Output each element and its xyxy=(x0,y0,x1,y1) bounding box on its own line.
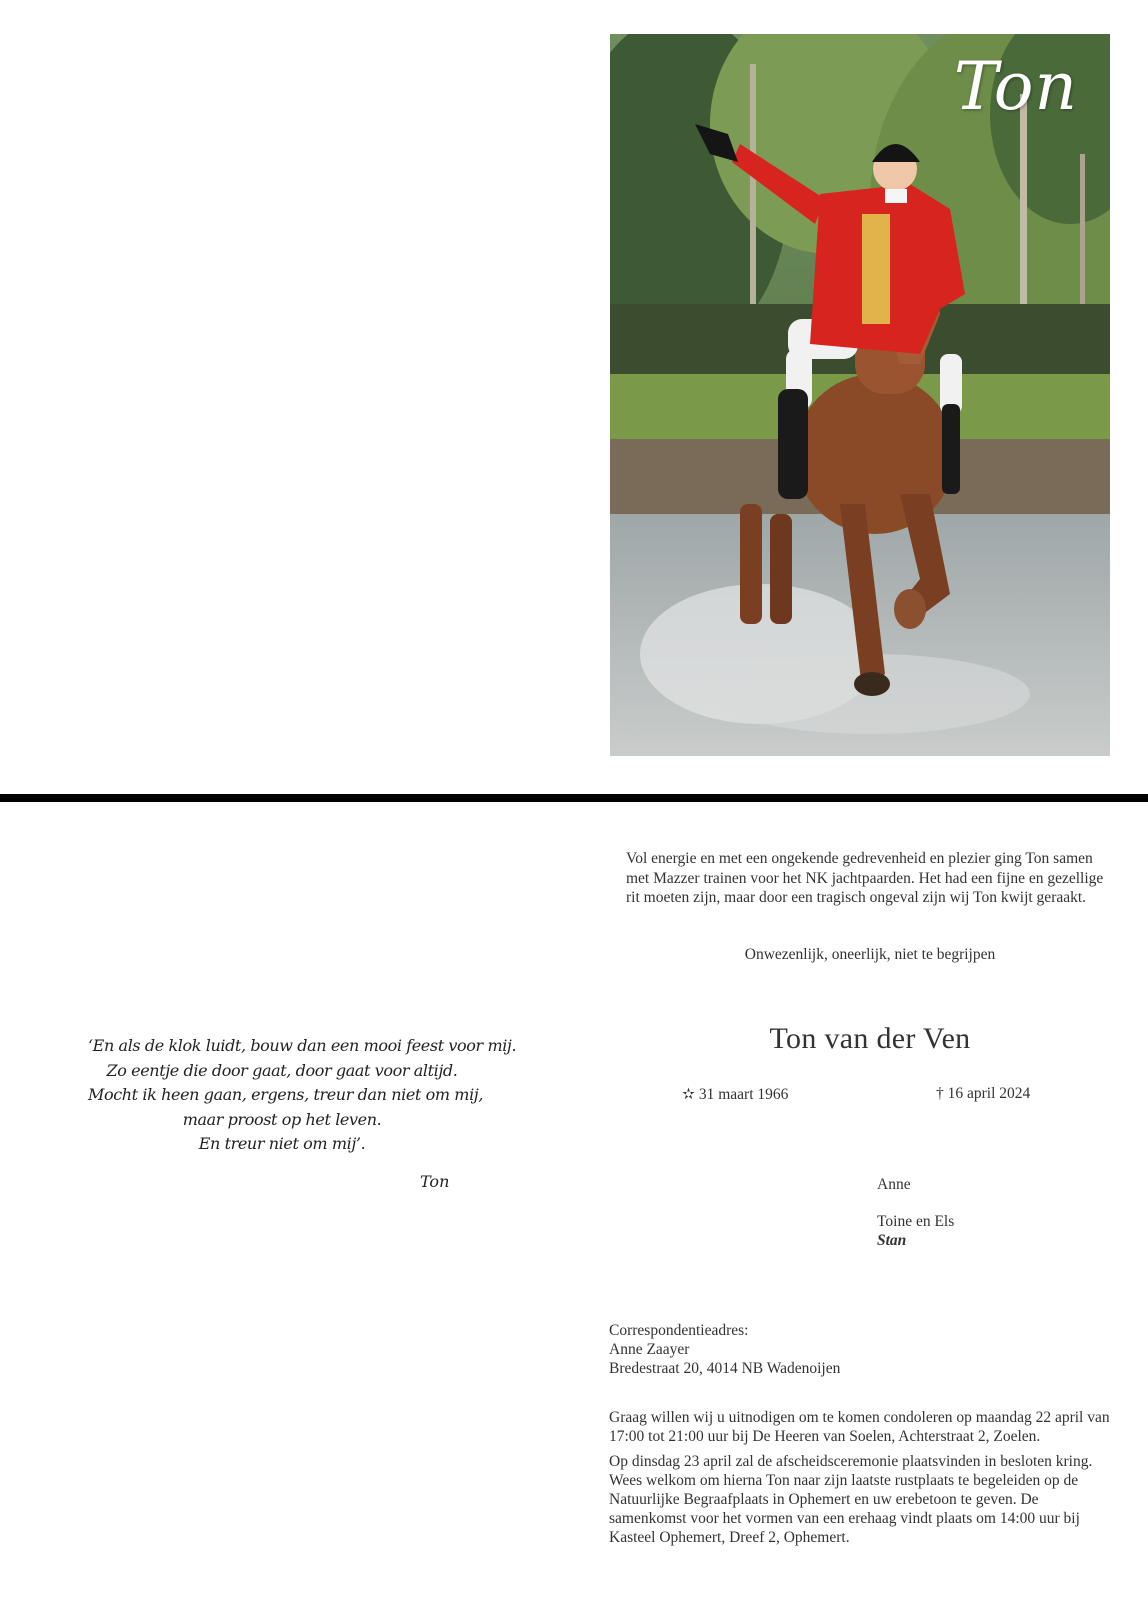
condolence-info: Graag willen wij u uitnodigen om te komen condoleren op maandag 22 april van 17:00 tot 21:00 uur bij De Heeren van Soelen, Achterstraat 2, Zoelen. xyxy=(609,1409,1110,1445)
ceremony-info: Op dinsdag 23 april zal de afscheidsceremonie plaatsvinden in besloten kring. Wees welkom om hierna Ton naar zijn laatste rustplaats te begeleiden op de Natuurlijke Begraafplaats in Ophemert en uw erebetoon te geven. De samenkomst voor het vormen van een erehaag vindt plaats om 14:00 uur bij Kasteel Ophemert, Dreef 2, Ophemert. xyxy=(609,1453,1093,1546)
intro-text: Vol energie en met een ongekende gedrevenheid en plezier ging Ton samen met Mazzer trainen voor het NK jachtpaarden. Het had een fijne en gezellige rit moeten zijn, maar door een tragisch ongeval zijn wij Ton kwijt geraakt. xyxy=(626,850,1104,906)
family-parents: Toine en Els xyxy=(877,1213,955,1230)
rider-horse-illustration xyxy=(610,34,1110,756)
birth-date: ✫ 31 maart 1966 xyxy=(682,1086,789,1103)
practical-info xyxy=(609,1408,1111,1553)
deceased-name: Ton van der Ven xyxy=(769,1022,971,1055)
family-partner: Anne xyxy=(877,1176,911,1193)
cover-name: Ton xyxy=(953,48,1078,125)
poem-line: maar proost op het leven. xyxy=(182,1109,382,1129)
tagline: Onwezenlijk, oneerlijk, niet te begrijpen xyxy=(744,946,996,963)
poem-line: Zo eentje die door gaat, door gaat voor altijd. xyxy=(106,1060,458,1080)
intro-paragraph xyxy=(626,849,1114,908)
address-street: Bredestraat 20, 4014 NB Wadenoijen xyxy=(609,1360,841,1377)
poem-line: Mocht ik heen gaan, ergens, treur dan niet om mij, xyxy=(88,1085,484,1104)
poem xyxy=(88,1034,517,1157)
poem-line: ‘En als de klok luidt, bouw dan een mooi feest voor mij. xyxy=(88,1036,517,1055)
address-name: Anne Zaayer xyxy=(609,1341,690,1358)
address-label: Correspondentieadres: xyxy=(609,1322,749,1339)
fold-divider xyxy=(0,794,1148,802)
correspondence-address xyxy=(609,1321,840,1378)
cover-photo xyxy=(610,34,1110,756)
family-group xyxy=(877,1212,954,1250)
poem-signature: Ton xyxy=(420,1172,450,1191)
death-date: † 16 april 2024 xyxy=(936,1085,1031,1102)
poem-line: En treur niet om mij’. xyxy=(198,1134,366,1153)
family-child: Stan xyxy=(877,1232,907,1249)
